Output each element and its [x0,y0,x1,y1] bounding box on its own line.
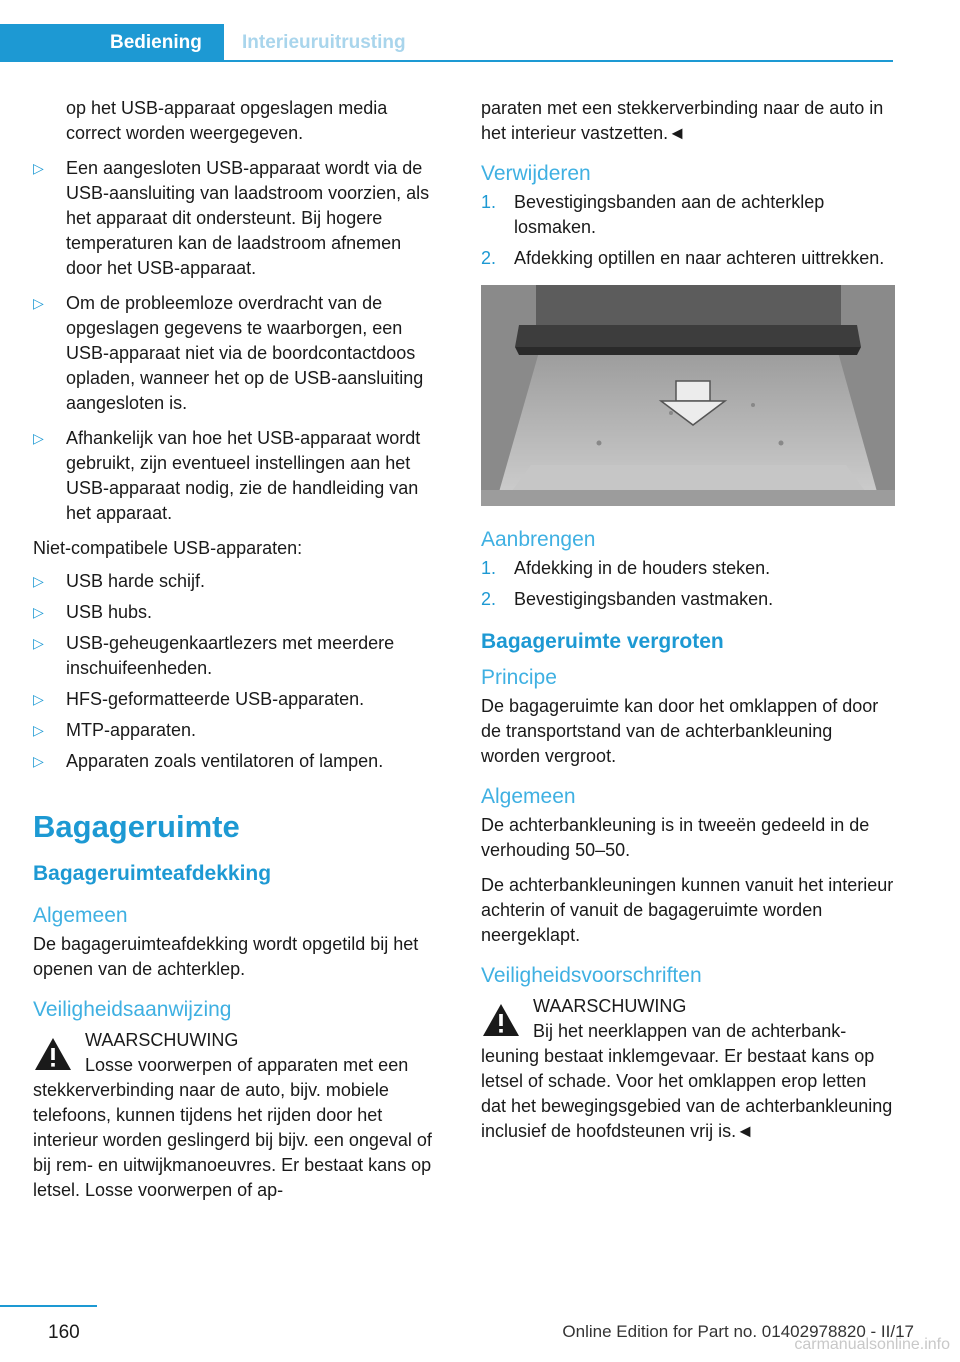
warning-block [481,994,895,1144]
list-item: 2. Bevestigingsbanden vastmaken. [481,589,774,609]
list-item: ▷ MTP-apparaten. [33,718,441,743]
list-item: 1. Bevestigingsbanden aan de achterklep losmaken. [481,192,825,237]
list-item: ▷ Om de probleemloze overdracht van de opgeslagen gegevens te waarborgen, een USB-apparaat niet via de boordcontactdoos opladen, wanneer het op de USB-aansluiting aangesloten is. [33,293,424,413]
luggage-compartment-image [481,285,895,506]
list-item: 2. Afdekking optillen en naar achteren uittrekken. [481,248,885,268]
incompatible-list [33,569,441,774]
list-item: ▷ USB harde schijf. [33,569,441,594]
triangle-bullet-icon: ▷ [33,295,44,311]
warning-block [33,1028,441,1203]
watermark-text: carmanualsonline.info [794,1336,950,1353]
list-item: ▷ Afhankelijk van hoe het USB-apparaat wordt gebruikt, zijn eventueel instellingen aan het USB-apparaat nodig, zie de handleiding van het apparaat. [33,428,421,523]
luggage-cover-illustration [481,285,895,506]
warning-text: stekkerverbinding naar de auto, bijv. mobiele telefoons, kunnen tijdens het rijden door het interieur worden geslingerd bij bijv. een ongeval of bij rem- en uitwijkmanoeuvres. Er bestaat kans op letsel. Losse voorwerpen of ap- [33,1080,432,1200]
list-item: ▷ USB hubs. [33,600,441,625]
warning-title: WAARSCHUWING [533,996,687,1016]
list-item: 1. Afdekking in de houders steken. [481,558,771,578]
warning-first-line: Losse voorwerpen of apparaten met een [85,1055,409,1075]
triangle-bullet-icon: ▷ [33,753,44,769]
warning-text: leuning bestaat inklemgevaar. Er bestaat kans op letsel of schade. Voor het omklappen erop letten dat het bewegingsgebied van de achterbankleuning inclusief de hoofdsteunen vrij is.◄ [481,1046,893,1141]
general-text-2: De achterbankleuningen kunnen vanuit het interieur achterin of vanuit de bagageruimte worden neergeklapt. [481,875,894,945]
general-text-1: De achterbankleuning is in tweeën gedeeld in de verhouding 50–50. [481,815,870,860]
list-item: ▷ Een aangesloten USB-apparaat wordt via de USB-aansluiting van laadstroom voorzien, als het apparaat dit ondersteunt. Bij hogere temperaturen kan de laadstroom afnemen door het USB-apparaat. [33,158,430,278]
right-column [481,96,895,1144]
page-header [0,0,960,62]
list-item: ▷ Apparaten zoals ventilatoren of lampen. [33,749,441,774]
subheading-safety: Veiligheidsaanwijzing [33,998,232,1021]
triangle-bullet-icon: ▷ [33,160,44,176]
subheading-general: Algemeen [481,785,576,808]
triangle-bullet-icon: ▷ [33,604,44,620]
list-item: ▷ HFS-geformatteerde USB-apparaten. [33,687,441,712]
general-text: De bagageruimteafdekking wordt opgetild bij het openen van de achterklep. [33,934,419,979]
page-number: 160 [48,1322,80,1343]
footer-rule [0,1305,97,1307]
list-item: ▷ USB-geheugenkaartlezers met meerdere inschuifeenheden. [33,633,395,678]
warning-title: WAARSCHUWING [85,1030,239,1050]
left-column [33,96,441,1203]
triangle-bullet-icon: ▷ [33,573,44,589]
install-steps [481,556,895,612]
triangle-bullet-icon: ▷ [33,722,44,738]
subheading-general: Algemeen [33,904,128,927]
chapter-heading: Bagageruimte [33,809,240,844]
warning-first-line: Bij het neerklappen van de achterbank- [533,1021,847,1041]
principle-text: De bagageruimte kan door het omklappen of door de transportstand van de achterbankleuning worden vergroot. [481,696,879,766]
subsection-tab: Interieuruitrusting [242,32,406,53]
incompatible-label: Niet-compatibele USB-apparaten: [33,538,303,558]
warning-triangle-icon [481,1002,521,1038]
section-heading: Bagageruimteafdekking [33,862,272,885]
warning-triangle-icon [33,1036,73,1072]
subheading-safety: Veiligheidsvoorschriften [481,964,702,987]
usb-notes-list [33,156,441,526]
continued-text: paraten met een stekkerverbinding naar de auto in het interieur vastzetten.◄ [481,98,884,143]
subheading-remove: Verwijderen [481,162,591,185]
remove-steps [481,190,895,271]
triangle-bullet-icon: ▷ [33,430,44,446]
edition-text: Online Edition for Part no. 01402978820 - II/17 [562,1322,914,1341]
subheading-principle: Principe [481,666,557,689]
continued-text: op het USB-apparaat opgeslagen media correct worden weergegeven. [66,98,388,143]
triangle-bullet-icon: ▷ [33,691,44,707]
section-heading: Bagageruimte vergroten [481,630,724,653]
subheading-install: Aanbrengen [481,528,596,551]
triangle-bullet-icon: ▷ [33,635,44,651]
header-rule [0,60,893,62]
section-tab: Bediening [0,24,224,62]
